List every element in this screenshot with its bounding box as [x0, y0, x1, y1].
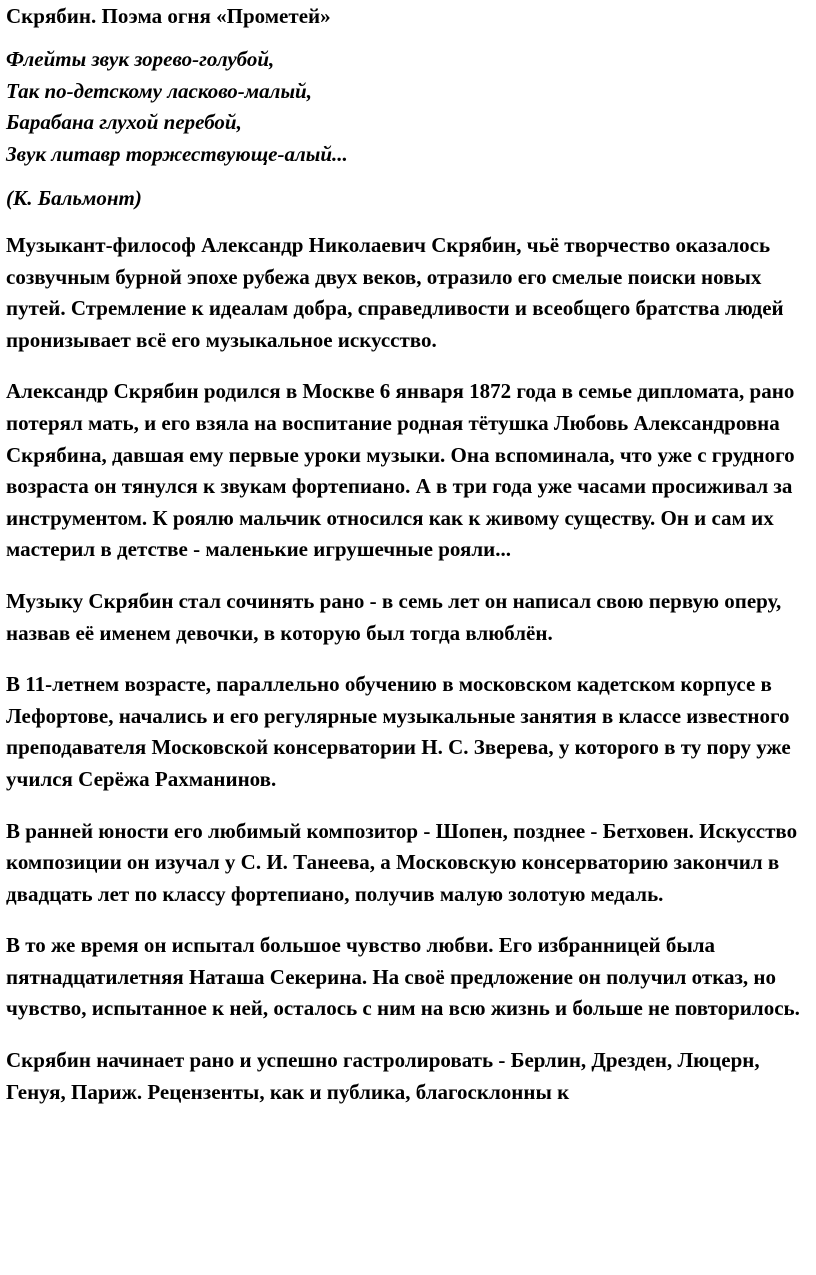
- body-paragraph: Музыку Скрябин стал сочинять рано - в семь лет он написал свою первую оперу, назвав её именем девочки, в которую был тогда влюблён.: [6, 588, 782, 645]
- body-paragraph: В ранней юности его любимый композитор - Шопен, позднее - Бетховен. Искусство композиции он изучал у С. И. Танеева, а Московскую консерваторию закончил в двадцать лет по классу фортепиано, получив малую золотую медаль.: [6, 818, 798, 906]
- body-paragraph: Скрябин начинает рано и успешно гастролировать - Берлин, Дрезден, Люцерн, Генуя, Париж. Рецензенты, как и публика, благосклонны к: [6, 1048, 760, 1104]
- poem-attribution: (К. Бальмонт): [6, 186, 142, 210]
- body-paragraph: В 11-летнем возрасте, параллельно обучению в московском кадетском корпусе в Лефортове, начались и его регулярные музыкальные занятия в классе известного преподавателя Московской консерватории Н. С. Зверева, у которого в ту пору уже учился Серёжа Рахманинов.: [6, 672, 791, 791]
- body-paragraph: Музыкант-философ Александр Николаевич Скрябин, чьё творчество оказалось созвучным бурной эпохе рубежа двух веков, отразило его смелые поиски новых путей. Стремление к идеалам добра, справедливости и всеобщего братства людей пронизывает всё его музыкальное искусство.: [6, 233, 784, 352]
- poem-line: Так по-детскому ласково-малый,: [6, 78, 312, 103]
- body-paragraph: Александр Скрябин родился в Москве 6 января 1872 года в семье дипломата, рано потерял мать, и его взяла на воспитание родная тётушка Любовь Александровна Скрябина, давшая ему первые уроки музыки. Она вспоминала, что уже с грудного возраста он тянулся к звукам фортепиано. А в три года уже часами просиживал за инструментом. К роялю мальчик относился как к живому существу. Он и сам их мастерил в детстве - маленькие игрушечные рояли...: [6, 379, 795, 562]
- epigraph-poem: [6, 44, 806, 170]
- poem-line: Флейты звук зорево-голубой,: [6, 47, 275, 71]
- document-title: Скрябин. Поэма огня «Прометей»: [6, 4, 331, 28]
- body-paragraph: В то же время он испытал большое чувство любви. Его избранницей была пятнадцатилетняя Наташа Секерина. На своё предложение он получил отказ, но чувство, испытанное к ней, осталось с ним на всю жизнь и больше не повторилось.: [6, 933, 800, 1021]
- poem-line: Барабана глухой перебой,: [6, 110, 242, 134]
- poem-line: Звук литавр торжествующе-алый...: [6, 141, 348, 166]
